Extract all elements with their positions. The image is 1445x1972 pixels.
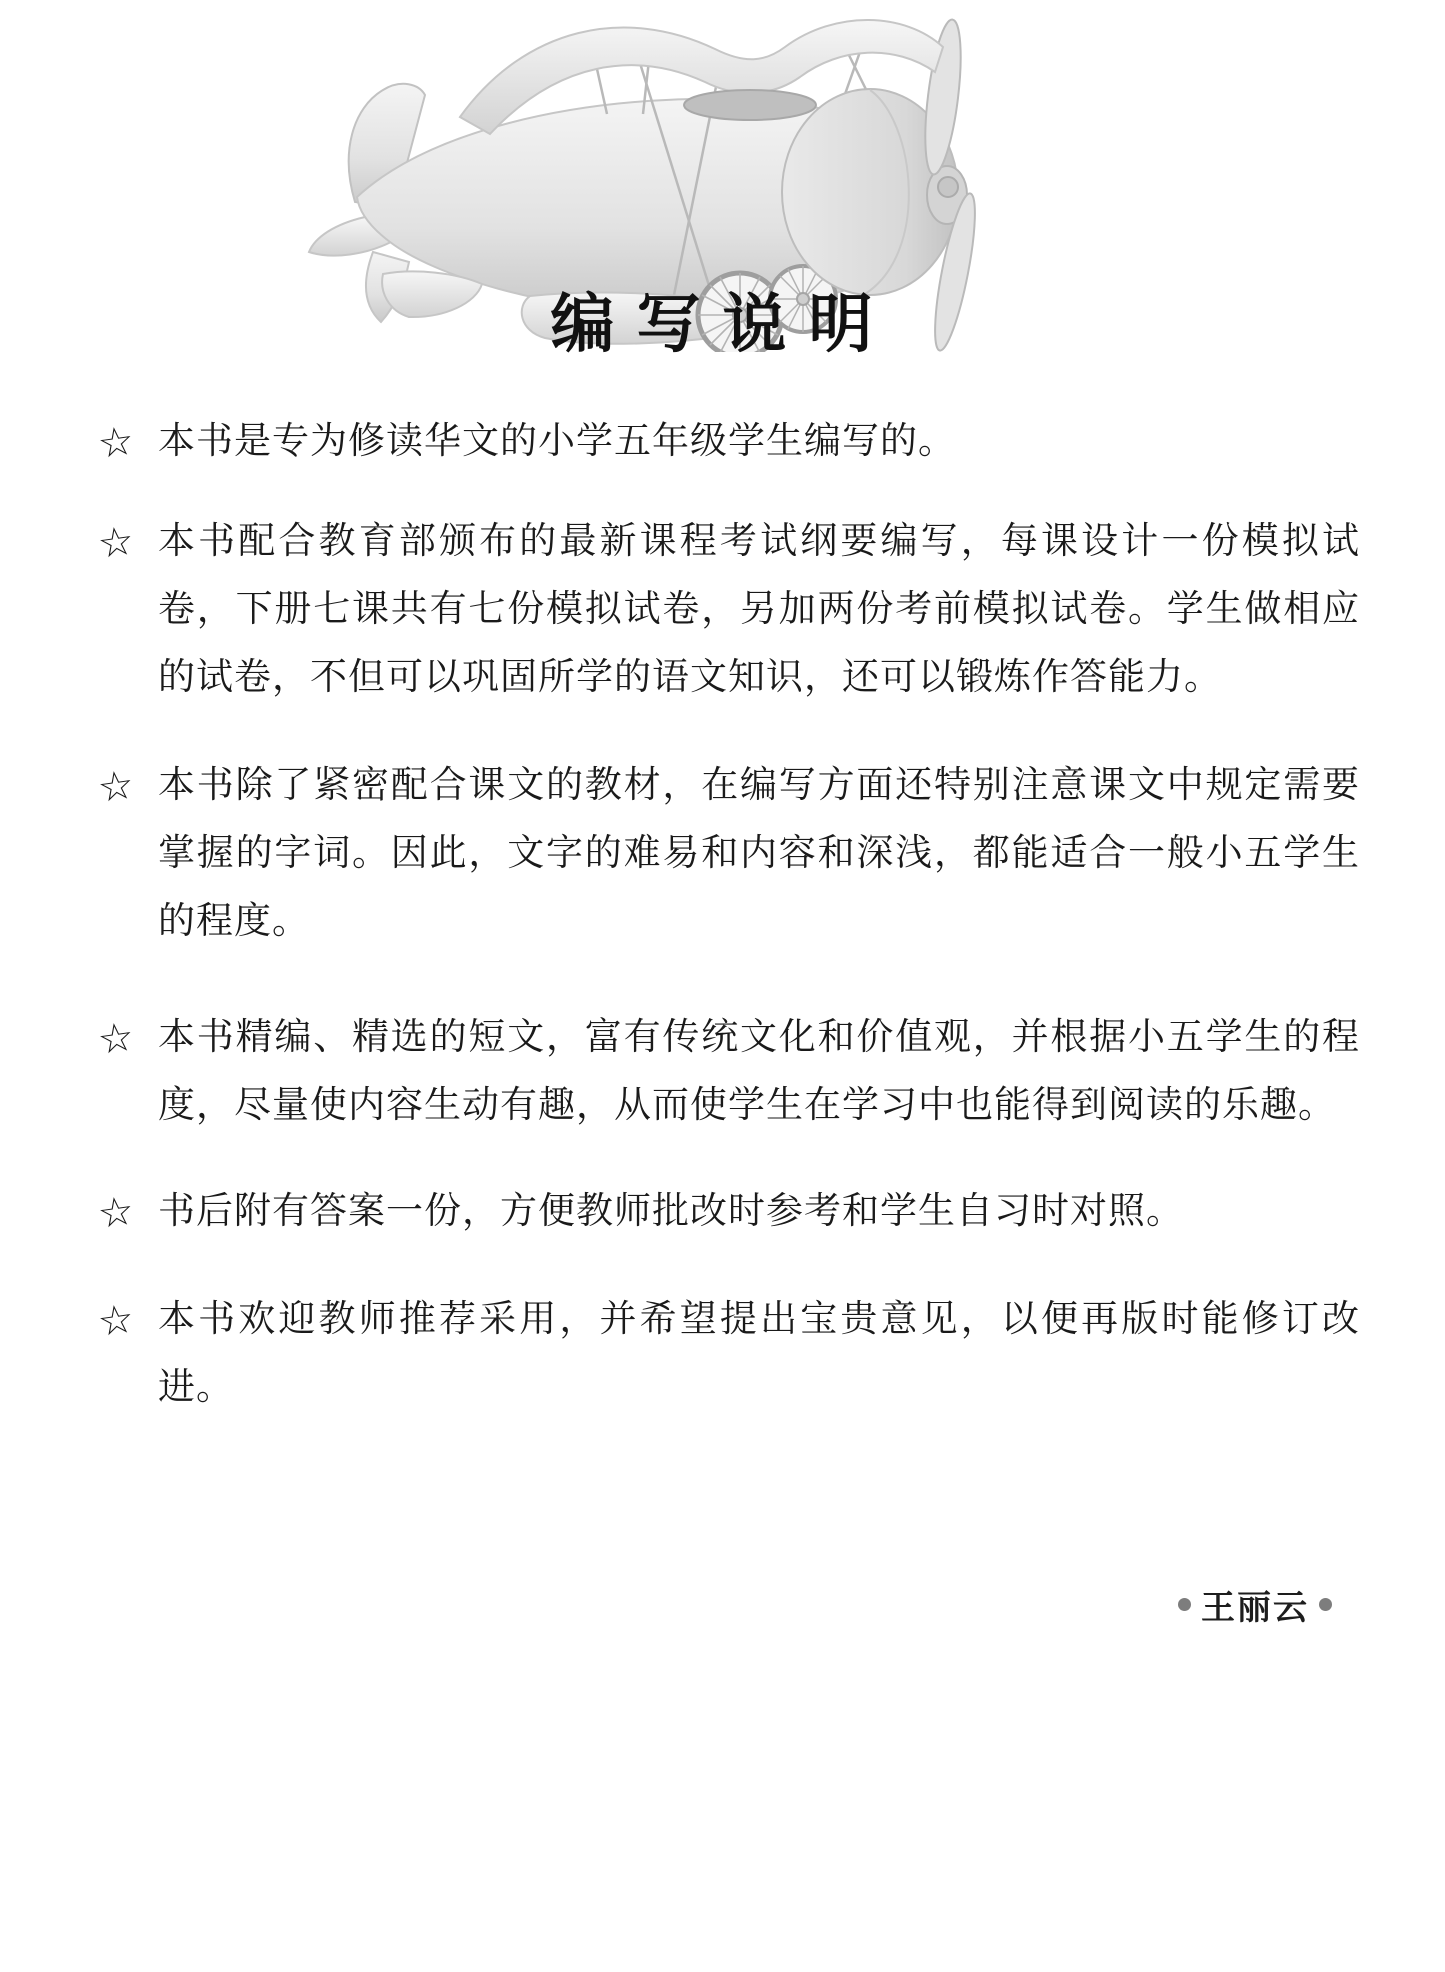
bullet-text: 书后附有答案一份，方便教师批改时参考和学生自习时对照。 — [158, 1191, 1184, 1232]
bullet-paragraph — [95, 752, 1360, 956]
plane-cockpit — [684, 90, 816, 120]
bullet-text: 本书欢迎教师推荐采用，并希望提出宝贵意见，以便再版时能修订改进。 — [158, 1299, 1360, 1408]
star-bullet-icon: ☆ — [95, 1187, 137, 1238]
bullet-paragraph — [95, 408, 1360, 476]
star-bullet-icon: ☆ — [95, 1295, 137, 1346]
author-dot-right-icon — [1319, 1598, 1332, 1611]
bullet-text: 本书除了紧密配合课文的教材，在编写方面还特别注意课文中规定需要掌握的字词。因此，文字的难易和内容和深浅，都能适合一般小五学生的程度。 — [158, 765, 1360, 942]
bullet-paragraph — [95, 1004, 1360, 1140]
plane-bottom-wing-left-tip — [382, 271, 482, 317]
page-title: 编写说明 — [550, 287, 895, 360]
bullet-paragraph — [95, 508, 1360, 712]
author-name: 王丽云 — [1201, 1590, 1309, 1627]
bullet-text: 本书配合教育部颁布的最新课程考试纲要编写，每课设计一份模拟试卷，下册七课共有七份模拟试卷，另加两份考前模拟试卷。学生做相应的试卷，不但可以巩固所学的语文知识，还可以锻炼作答能力。 — [158, 521, 1360, 698]
bullet-text: 本书精编、精选的短文，富有传统文化和价值观，并根据小五学生的程度，尽量使内容生动有趣，从而使学生在学习中也能得到阅读的乐趣。 — [158, 1017, 1360, 1126]
author-signature — [1178, 1580, 1332, 1629]
bullet-text: 本书是专为修读华文的小学五年级学生编写的。 — [158, 421, 956, 462]
star-bullet-icon: ☆ — [95, 417, 137, 468]
star-bullet-icon: ☆ — [95, 517, 137, 568]
star-bullet-icon: ☆ — [95, 761, 137, 812]
bullet-paragraph — [95, 1286, 1360, 1422]
star-bullet-icon: ☆ — [95, 1013, 137, 1064]
author-dot-left-icon — [1178, 1598, 1191, 1611]
bullet-paragraph — [95, 1178, 1360, 1246]
